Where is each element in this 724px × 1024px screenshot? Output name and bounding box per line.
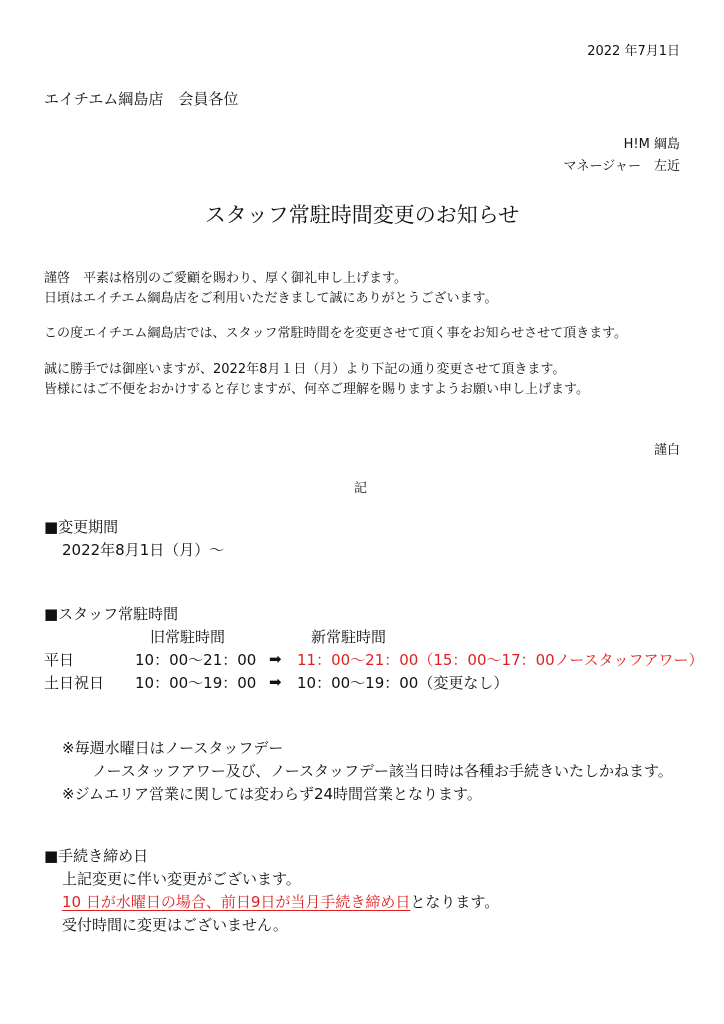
greeting-line-2: 日頃はエイチエム綱島店をご利用いただきまして誠にありがとうございます。 xyxy=(44,291,498,306)
notice-line: この度エイチエム綱島店では、スタッフ常駐時間をを変更させて頂く事をお知らせさせて頂きます。 xyxy=(44,326,628,341)
greeting-line-1: 謹啓 平素は格別のご愛顧を賜わり、厚く御礼申し上げます。 xyxy=(44,271,407,286)
deadline-highlight: 10 日が水曜日の場合、前日9日が当月手続き締め日 xyxy=(62,893,411,911)
section-heading-change-period: ■変更期間 xyxy=(44,518,119,536)
deadline-line-3: 受付時間に変更はございません。 xyxy=(62,916,288,934)
deadline-line-2-tail: となります。 xyxy=(410,893,500,911)
note-gym-24h: ※ジムエリア営業に関しては変わらず24時間営業となります。 xyxy=(62,785,482,803)
change-period-value: 2022年8月1日（月）～ xyxy=(62,541,225,559)
sender-store: H!M 綱島 xyxy=(623,137,680,152)
old-hours-weekend: 10：00～19：00 xyxy=(135,674,257,692)
sender-person: マネージャー 左近 xyxy=(563,159,680,174)
apology-line-1: 誠に勝手では御座いますが、2022年8月１日（月）より下記の通り変更させて頂きます。 xyxy=(44,362,566,377)
note-no-staff-day: ※毎週水曜日はノースタッフデー xyxy=(62,739,284,757)
document-date: 2022 年7月1日 xyxy=(587,44,680,59)
deadline-line-2 xyxy=(62,892,499,912)
note-no-staff-detail: ノースタッフアワー及び、ノースタッフデー該当日時は各種お手続きいたしかねます。 xyxy=(92,762,673,780)
old-hours-weekday: 10：00～21：00 xyxy=(135,651,257,669)
row-label-weekday: 平日 xyxy=(44,651,75,669)
right-arrow-icon: ➡ xyxy=(269,673,282,691)
section-heading-deadline: ■手続き締め日 xyxy=(44,847,149,865)
column-header-new: 新常駐時間 xyxy=(311,628,387,646)
page-title: スタッフ常駐時間変更のお知らせ xyxy=(204,203,520,227)
apology-line-2: 皆様にはご不便をおかけすると存じますが、何卒ご理解を賜りますようお願い申し上げます。 xyxy=(44,382,589,397)
deadline-line-1: 上記変更に伴い変更がございます。 xyxy=(62,870,301,888)
recipient: エイチエム綱島店 会員各位 xyxy=(44,90,239,108)
new-hours-weekday: 11：00～21：00（15：00～17：00ノースタッフアワー） xyxy=(297,651,704,669)
new-hours-weekend: 10：00～19：00（変更なし） xyxy=(297,674,509,692)
row-label-weekend: 土日祝日 xyxy=(44,674,105,692)
ki-mark: 記 xyxy=(354,481,368,496)
section-heading-staff-hours: ■スタッフ常駐時間 xyxy=(44,605,179,623)
closing-word: 謹白 xyxy=(653,443,680,458)
right-arrow-icon: ➡ xyxy=(269,650,282,668)
column-header-old: 旧常駐時間 xyxy=(150,628,226,646)
